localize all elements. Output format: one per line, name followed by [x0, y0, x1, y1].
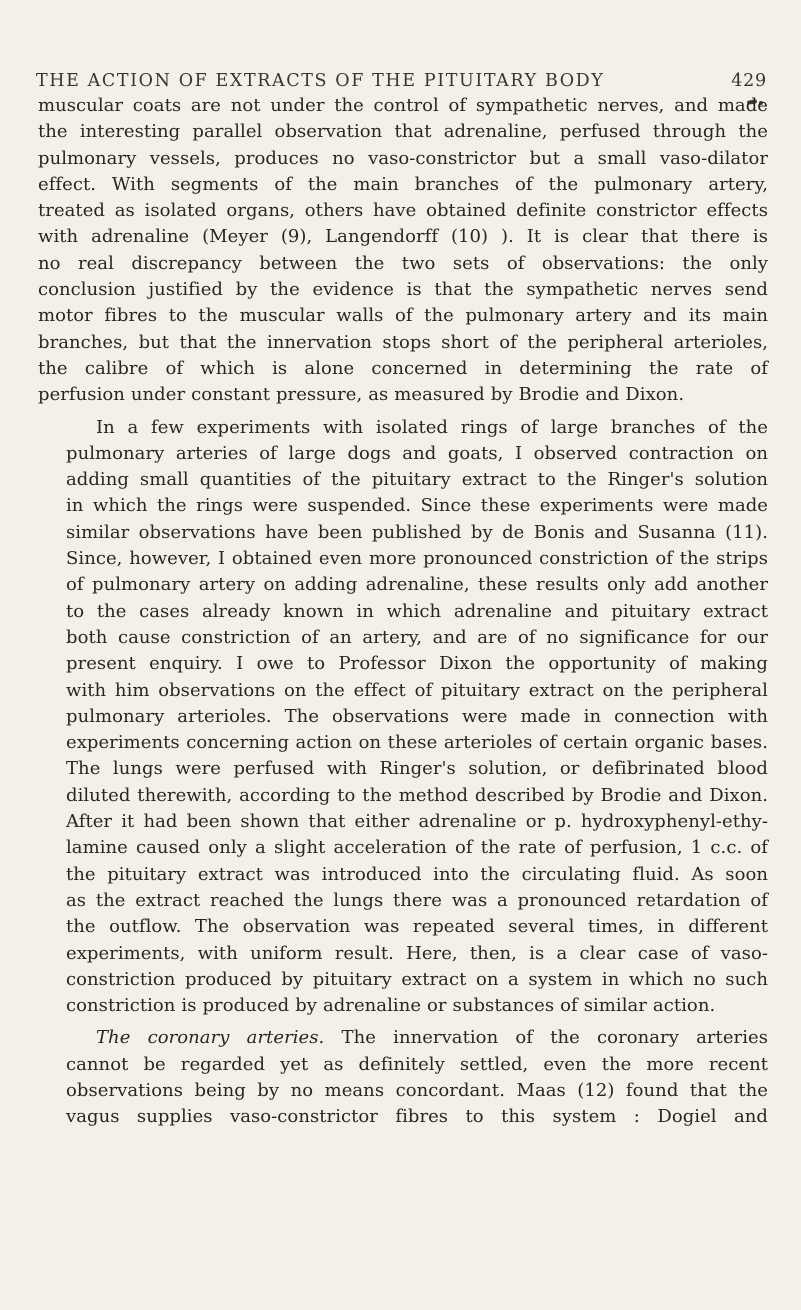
text-line: to the cases already known in which adrenaline and pituitary extract — [66, 600, 768, 622]
text-line: The lungs were perfused with Ringer's solution, or defibrinated blood — [66, 758, 768, 780]
text-line: constriction produced by pituitary extract on a system in which no such — [66, 968, 768, 990]
text-line: adding small quantities of the pituitary extract to the Ringer's solution — [66, 469, 768, 491]
text-line: conclusion justified by the evidence is that the sympathetic nerves send — [38, 279, 768, 301]
text-line: muscular coats are not under the control of sympathetic nerves, and made — [38, 95, 768, 116]
text-line: with adrenaline (Meyer (9), Langendorff (10) ). It is clear that there is — [38, 226, 768, 248]
text-line: as the extract reached the lungs there was a pronounced retardation of — [66, 889, 768, 911]
text-line: similar observations have been published by de Bonis and Susanna (11). — [66, 521, 768, 543]
text-line: pulmonary arteries of large dogs and goats, I observed contraction on — [66, 442, 768, 464]
text-line: diluted therewith, according to the method described by Brodie and Dixon. — [66, 784, 768, 806]
text-line: the calibre of which is alone concerned in determining the rate of — [38, 357, 768, 379]
text-line: present enquiry. I owe to Professor Dixon the opportunity of making — [66, 653, 768, 675]
section-heading-continuation: The innervation of the coronary arteries — [324, 1027, 768, 1049]
text-line: effect. With segments of the main branches of the pulmonary artery, — [38, 173, 768, 195]
text-line: lamine caused only a slight acceleration of the rate of perfusion, 1 c.c. of — [66, 837, 768, 859]
text-line: vagus supplies vaso-constrictor fibres to this system : Dogiel and — [66, 1106, 768, 1128]
text-line: Since, however, I obtained even more pronounced constriction of the strips — [66, 548, 768, 570]
body-text — [38, 93, 768, 1131]
text-line: experiments, with uniform result. Here, then, is a clear case of vaso- — [66, 942, 768, 964]
text-line: pulmonary arterioles. The observations were made in connection with — [66, 705, 768, 727]
text-line: cannot be regarded yet as definitely settled, even the more recent — [66, 1053, 768, 1075]
text-line: motor fibres to the muscular walls of the pulmonary artery and its main — [38, 305, 768, 327]
text-line: no real discrepancy between the two sets of observations: the only — [38, 252, 768, 274]
text-line: experiments concerning action on these arterioles of certain organic bases. — [66, 732, 768, 754]
page-number: 429 — [731, 71, 767, 91]
section-heading: The coronary arteries. — [96, 1027, 325, 1049]
text-line: of pulmonary artery on adding adrenaline, these results only add another — [66, 574, 768, 596]
paragraph — [38, 1025, 768, 1130]
text-line: branches, but that the innervation stops short of the peripheral arterioles, — [38, 331, 768, 353]
paragraph — [38, 415, 768, 1020]
text-line: the interesting parallel observation that adrenaline, perfused through the — [38, 121, 768, 143]
text-line: with him observations on the effect of pituitary extract on the peripheral — [66, 679, 768, 701]
text-line: both cause constriction of an artery, and are of no significance for our — [66, 626, 768, 648]
text-line: the pituitary extract was introduced into the circulating fluid. As soon — [66, 863, 768, 885]
text-line: pulmonary vessels, produces no vaso-constrictor but a small vaso-dilator — [38, 147, 768, 169]
text-line: After it had been shown that either adrenaline or p. hydroxyphenyl-ethy- — [66, 811, 768, 833]
paragraph — [38, 93, 768, 409]
text-line: the outflow. The observation was repeated several times, in different — [66, 916, 768, 938]
text-line: constriction is produced by adrenaline or substances of similar action. — [66, 995, 716, 1017]
text-line: in which the rings were suspended. Since these experiments were made — [66, 495, 768, 517]
text-line: In a few experiments with isolated rings of large branches of the — [96, 416, 768, 438]
text-line: treated as isolated organs, others have obtained definite constrictor effects — [38, 200, 768, 222]
text-line — [38, 1025, 768, 1051]
running-head — [36, 71, 767, 95]
text-line: perfusion under constant pressure, as measured by Brodie and Dixon. — [38, 384, 685, 406]
text-line: observations being by no means concordant. Maas (12) found that the — [66, 1079, 768, 1101]
running-title: THE ACTION OF EXTRACTS OF THE PITUITARY BODY — [36, 71, 605, 91]
